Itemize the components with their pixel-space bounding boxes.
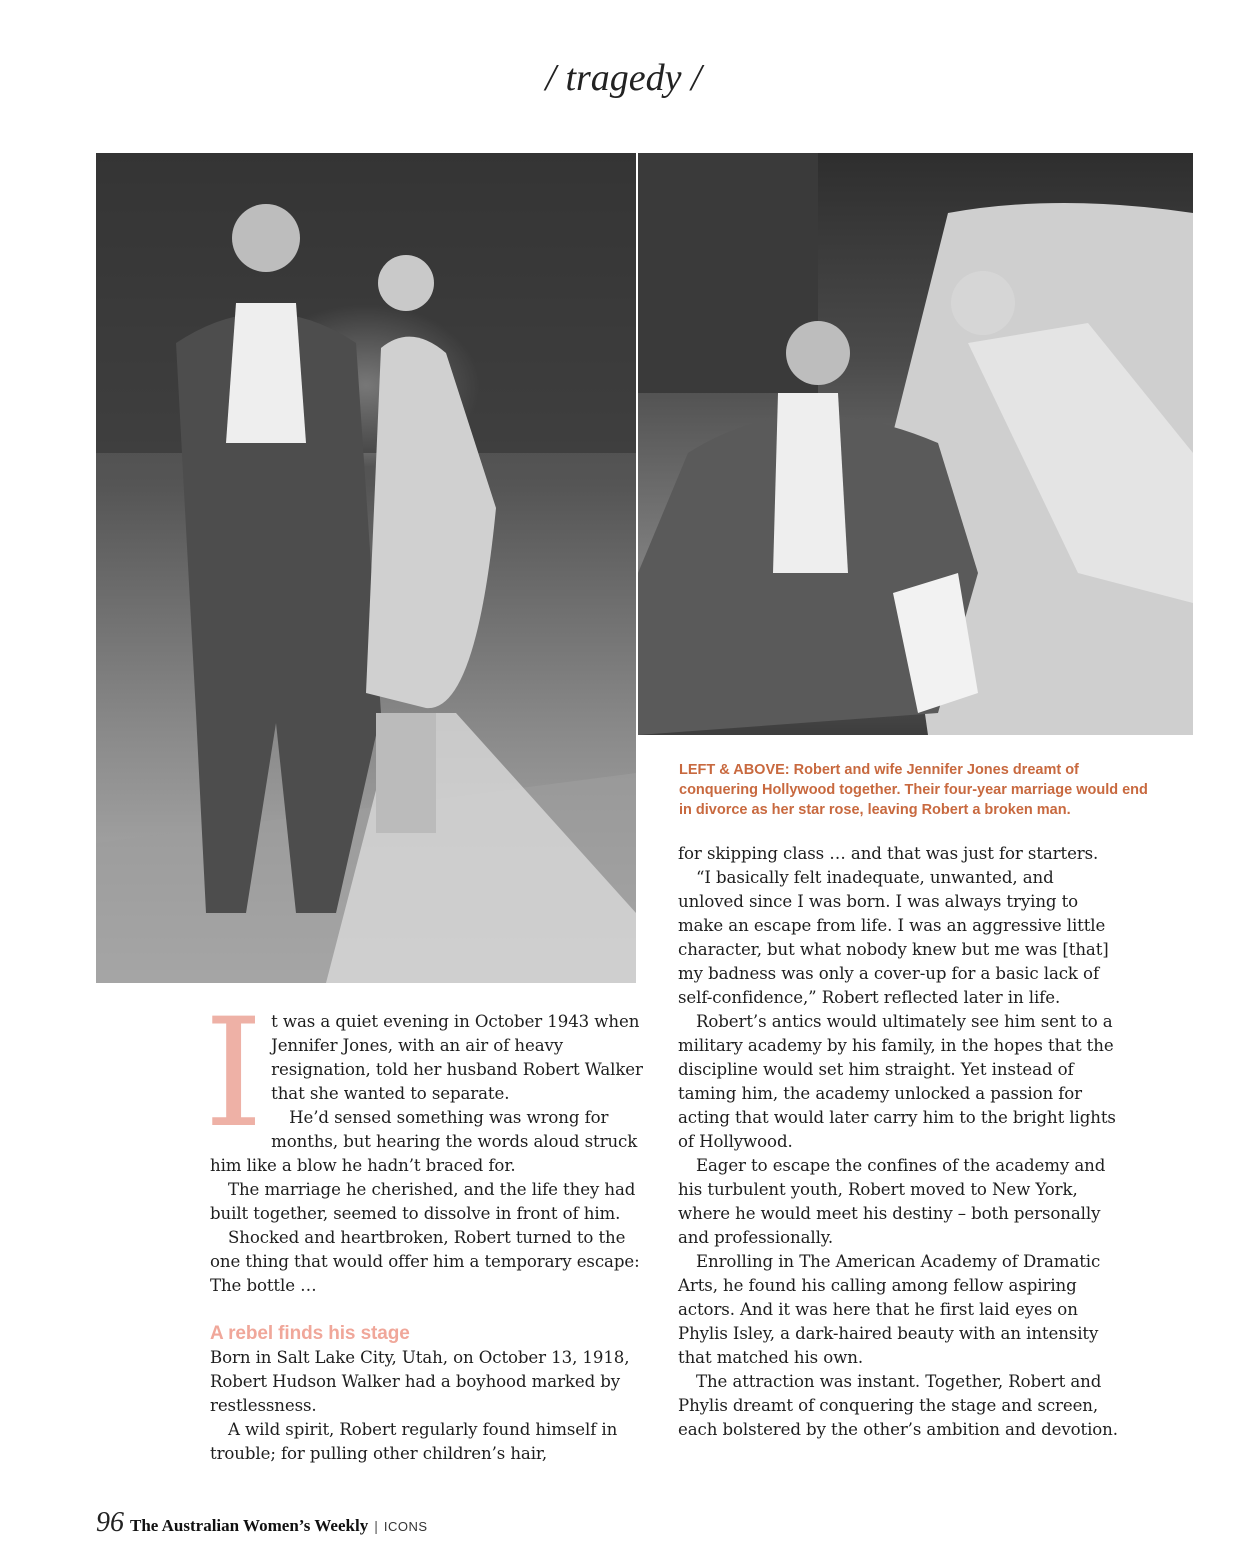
- footer-separator: |: [374, 1518, 378, 1534]
- section-header: / tragedy /: [545, 57, 702, 99]
- article-paragraph: A wild spirit, Robert regularly found himself in trouble; for pulling other children’s hair,: [210, 1420, 618, 1463]
- article-subheading: A rebel finds his stage: [210, 1323, 410, 1344]
- article-paragraph: Eager to escape the confines of the academy and his turbulent youth, Robert moved to New York, where he would meet his destiny – both personally and professionally.: [678, 1156, 1106, 1247]
- magazine-title: The Australian Women’s Weekly: [130, 1516, 369, 1535]
- article-column-left: [204, 987, 650, 1466]
- photo-couple-on-sofa-image: [638, 153, 1193, 735]
- article-paragraph: The marriage he cherished, and the life they had built together, seemed to dissolve in front of him.: [210, 1180, 636, 1223]
- article-paragraph: The attraction was instant. Together, Robert and Phylis dreamt of conquering the stage and screen, each bolstered by the other’s ambition and devotion.: [678, 1372, 1118, 1439]
- article-paragraph: for skipping class … and that was just for starters.: [678, 844, 1099, 863]
- page-footer: [96, 1507, 428, 1541]
- photo-caption: [679, 760, 1159, 820]
- caption-text: Robert and wife Jennifer Jones dreamt of conquering Hollywood together. Their four-year marriage would end in divorce as her star rose, leaving Robert a broken man.: [679, 762, 1148, 818]
- article-paragraph: “I basically felt inadequate, unwanted, and unloved since I was born. I was always trying to make an escape from life. I was an aggressive little character, but what nobody knew but me was [that] my badness was only a cover-up for a basic lack of self-confidence,” Robert reflected later in life.: [678, 868, 1109, 1007]
- article-paragraph: Shocked and heartbroken, Robert turned to the one thing that would offer him a temporary escape: The bottle …: [210, 1228, 640, 1295]
- article-paragraph: It was a quiet evening in October 1943 when Jennifer Jones, with an air of heavy resignation, told her husband Robert Walker that she wanted to separate.: [204, 987, 643, 1161]
- article-column-right: [678, 842, 1118, 1442]
- drop-cap: I: [204, 987, 264, 1161]
- article-paragraph: Robert’s antics would ultimately see him sent to a military academy by his family, in the hopes that the discipline would set him straight. Yet instead of taming him, the academy unlocked a passion for acting that would later carry him to the bright lights of Hollywood.: [678, 1012, 1116, 1151]
- photo-couple-walking-image: [96, 153, 636, 983]
- photo-couple-walking: [96, 153, 636, 983]
- page-number: 96: [96, 1507, 124, 1538]
- caption-lead: LEFT & ABOVE:: [679, 762, 790, 778]
- article-paragraph: He’d sensed something was wrong for months, but hearing the words aloud struck him like a blow he hadn’t braced for.: [210, 1108, 638, 1175]
- footer-section-name: ICONS: [383, 1519, 428, 1534]
- article-paragraph: Enrolling in The American Academy of Dramatic Arts, he found his calling among fellow aspiring actors. And it was here that he first laid eyes on Phylis Isley, a dark-haired beauty with an intensity that matched his own.: [678, 1252, 1101, 1367]
- photo-couple-on-sofa: [638, 153, 1193, 735]
- article-paragraph: Born in Salt Lake City, Utah, on October 13, 1918, Robert Hudson Walker had a boyhood marked by restlessness.: [210, 1348, 630, 1415]
